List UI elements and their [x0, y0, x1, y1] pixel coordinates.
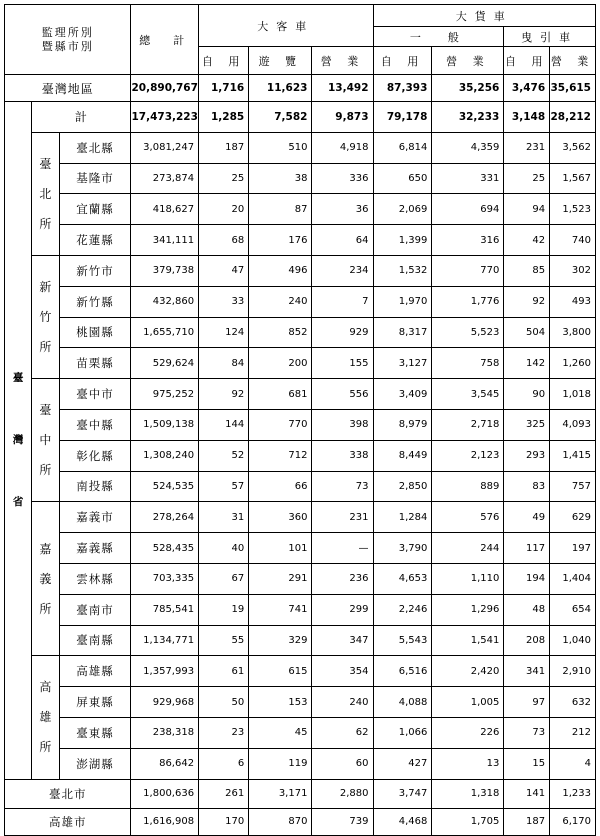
- county-value-4: 1,284: [373, 502, 432, 533]
- county-value-0: 529,624: [131, 348, 199, 379]
- city-value-3: 739: [312, 808, 373, 835]
- county-value-2: 712: [249, 440, 312, 471]
- county-value-2: 87: [249, 194, 312, 225]
- province-total-value-1: 1,285: [199, 102, 249, 133]
- sub-header-1: 遊 覽: [249, 47, 312, 75]
- county-value-0: 3,081,247: [131, 132, 199, 163]
- total-header: 總 計: [131, 5, 199, 75]
- county-value-0: 341,111: [131, 225, 199, 256]
- county-value-5: 2,718: [432, 409, 504, 440]
- sub-header-2: 營 業: [312, 47, 373, 75]
- county-value-0: 1,134,771: [131, 625, 199, 656]
- county-value-3: 240: [312, 687, 373, 718]
- county-value-7: 1,018: [550, 379, 596, 410]
- county-value-4: 6,814: [373, 132, 432, 163]
- taiwan-area-row: [5, 75, 596, 102]
- county-value-3: 929: [312, 317, 373, 348]
- county-value-0: 278,264: [131, 502, 199, 533]
- county-value-6: 293: [504, 440, 550, 471]
- taiwan-area-value-2: 11,623: [249, 75, 312, 102]
- county-value-6: 325: [504, 409, 550, 440]
- county-value-7: 197: [550, 533, 596, 564]
- county-name: 臺中市: [59, 379, 131, 410]
- county-value-7: 629: [550, 502, 596, 533]
- county-value-5: 2,420: [432, 656, 504, 687]
- county-value-4: 8,979: [373, 409, 432, 440]
- county-value-4: 4,088: [373, 687, 432, 718]
- county-value-2: 45: [249, 717, 312, 748]
- city-value-0: 1,616,908: [131, 808, 199, 835]
- county-value-3: 4,918: [312, 132, 373, 163]
- city-value-5: 1,705: [432, 808, 504, 835]
- county-value-3: 336: [312, 163, 373, 194]
- county-value-1: 92: [199, 379, 249, 410]
- county-value-6: 97: [504, 687, 550, 718]
- county-value-4: 3,409: [373, 379, 432, 410]
- county-value-1: 187: [199, 132, 249, 163]
- taiwan-area-value-4: 87,393: [373, 75, 432, 102]
- county-value-6: 208: [504, 625, 550, 656]
- county-value-7: 1,260: [550, 348, 596, 379]
- office-label-1: 新 竹 所: [32, 255, 59, 378]
- county-value-6: 341: [504, 656, 550, 687]
- county-value-2: 66: [249, 471, 312, 502]
- county-value-7: 1,567: [550, 163, 596, 194]
- county-value-2: 741: [249, 594, 312, 625]
- county-value-1: 25: [199, 163, 249, 194]
- city-value-3: 2,880: [312, 779, 373, 808]
- county-value-1: 23: [199, 717, 249, 748]
- county-value-6: 85: [504, 255, 550, 286]
- city-value-7: 6,170: [550, 808, 596, 835]
- county-value-4: 2,246: [373, 594, 432, 625]
- county-value-3: 347: [312, 625, 373, 656]
- county-value-2: 615: [249, 656, 312, 687]
- county-value-5: 3,545: [432, 379, 504, 410]
- county-value-6: 94: [504, 194, 550, 225]
- county-value-7: 1,040: [550, 625, 596, 656]
- county-row: [5, 132, 596, 163]
- office-label-2: 臺 中 所: [32, 379, 59, 502]
- office-label-4: 高 雄 所: [32, 656, 59, 779]
- county-value-6: 49: [504, 502, 550, 533]
- county-value-6: 117: [504, 533, 550, 564]
- county-value-3: 556: [312, 379, 373, 410]
- county-value-5: 1,296: [432, 594, 504, 625]
- county-value-7: 2,910: [550, 656, 596, 687]
- county-value-5: 1,005: [432, 687, 504, 718]
- sub-header-4: 營 業: [432, 47, 504, 75]
- county-value-7: 212: [550, 717, 596, 748]
- province-total-value-6: 3,148: [504, 102, 550, 133]
- county-value-1: 20: [199, 194, 249, 225]
- province-total-value-2: 7,582: [249, 102, 312, 133]
- county-value-4: 1,066: [373, 717, 432, 748]
- vehicle-registration-table: [4, 4, 596, 836]
- truck-general-header: 一 般: [373, 27, 504, 47]
- city-name: 臺北市: [5, 779, 131, 808]
- city-value-2: 870: [249, 808, 312, 835]
- county-row: [5, 625, 596, 656]
- county-value-6: 194: [504, 563, 550, 594]
- taiwan-area-value-0: 20,890,767: [131, 75, 199, 102]
- province-total-row: [5, 102, 596, 133]
- county-value-5: 1,776: [432, 286, 504, 317]
- county-value-3: 7: [312, 286, 373, 317]
- province-total-value-5: 32,233: [432, 102, 504, 133]
- county-row: [5, 348, 596, 379]
- county-value-5: 5,523: [432, 317, 504, 348]
- county-name: 南投縣: [59, 471, 131, 502]
- county-value-1: 52: [199, 440, 249, 471]
- county-value-2: 38: [249, 163, 312, 194]
- county-name: 新竹縣: [59, 286, 131, 317]
- county-value-4: 8,449: [373, 440, 432, 471]
- county-value-1: 6: [199, 748, 249, 779]
- county-value-6: 25: [504, 163, 550, 194]
- office-label-3: 嘉 義 所: [32, 502, 59, 656]
- county-value-1: 68: [199, 225, 249, 256]
- taiwan-area-value-3: 13,492: [312, 75, 373, 102]
- county-value-7: 302: [550, 255, 596, 286]
- county-value-1: 67: [199, 563, 249, 594]
- county-value-4: 1,970: [373, 286, 432, 317]
- county-name: 嘉義市: [59, 502, 131, 533]
- county-name: 彰化縣: [59, 440, 131, 471]
- county-value-5: 889: [432, 471, 504, 502]
- county-row: [5, 533, 596, 564]
- county-value-0: 273,874: [131, 163, 199, 194]
- county-row: [5, 317, 596, 348]
- city-value-4: 4,468: [373, 808, 432, 835]
- truck-header: 大貨車: [373, 5, 595, 27]
- city-value-7: 1,233: [550, 779, 596, 808]
- county-value-4: 2,850: [373, 471, 432, 502]
- county-name: 臺中縣: [59, 409, 131, 440]
- city-value-1: 170: [199, 808, 249, 835]
- province-total-label: 計: [32, 102, 131, 133]
- county-row: [5, 255, 596, 286]
- county-value-1: 57: [199, 471, 249, 502]
- county-value-3: 73: [312, 471, 373, 502]
- county-value-2: 510: [249, 132, 312, 163]
- city-value-0: 1,800,636: [131, 779, 199, 808]
- county-value-4: 2,069: [373, 194, 432, 225]
- county-value-7: 4: [550, 748, 596, 779]
- bus-header: 大客車: [199, 5, 373, 47]
- county-value-5: 694: [432, 194, 504, 225]
- county-name: 新竹市: [59, 255, 131, 286]
- county-value-0: 785,541: [131, 594, 199, 625]
- county-value-4: 8,317: [373, 317, 432, 348]
- city-value-6: 141: [504, 779, 550, 808]
- county-value-7: 632: [550, 687, 596, 718]
- county-value-5: 226: [432, 717, 504, 748]
- county-value-2: 101: [249, 533, 312, 564]
- county-row: [5, 286, 596, 317]
- county-value-1: 19: [199, 594, 249, 625]
- county-value-6: 231: [504, 132, 550, 163]
- county-value-2: 291: [249, 563, 312, 594]
- county-value-1: 144: [199, 409, 249, 440]
- county-value-6: 15: [504, 748, 550, 779]
- county-row: [5, 194, 596, 225]
- taiwan-area-value-7: 35,615: [550, 75, 596, 102]
- county-name: 臺北縣: [59, 132, 131, 163]
- county-value-0: 379,738: [131, 255, 199, 286]
- county-value-4: 3,790: [373, 533, 432, 564]
- county-row: [5, 502, 596, 533]
- office-label-0: 臺 北 所: [32, 132, 59, 255]
- county-row: [5, 656, 596, 687]
- county-value-3: 64: [312, 225, 373, 256]
- province-total-value-0: 17,473,223: [131, 102, 199, 133]
- province-total-value-7: 28,212: [550, 102, 596, 133]
- county-value-7: 3,562: [550, 132, 596, 163]
- city-value-1: 261: [199, 779, 249, 808]
- county-value-6: 48: [504, 594, 550, 625]
- county-value-3: 236: [312, 563, 373, 594]
- county-row: [5, 379, 596, 410]
- county-value-6: 42: [504, 225, 550, 256]
- county-value-2: 153: [249, 687, 312, 718]
- city-value-5: 1,318: [432, 779, 504, 808]
- county-name: 花蓮縣: [59, 225, 131, 256]
- county-value-6: 142: [504, 348, 550, 379]
- county-value-0: 524,535: [131, 471, 199, 502]
- county-name: 嘉義縣: [59, 533, 131, 564]
- county-row: [5, 163, 596, 194]
- county-name: 苗栗縣: [59, 348, 131, 379]
- city-value-6: 187: [504, 808, 550, 835]
- county-value-3: 36: [312, 194, 373, 225]
- county-row: [5, 471, 596, 502]
- county-value-4: 427: [373, 748, 432, 779]
- registration-table-container: [4, 4, 596, 836]
- county-value-3: 62: [312, 717, 373, 748]
- county-value-2: 852: [249, 317, 312, 348]
- sub-header-0: 自 用: [199, 47, 249, 75]
- county-value-1: 31: [199, 502, 249, 533]
- county-value-3: 60: [312, 748, 373, 779]
- county-value-7: 3,800: [550, 317, 596, 348]
- county-value-6: 504: [504, 317, 550, 348]
- county-row: [5, 748, 596, 779]
- county-value-3: 398: [312, 409, 373, 440]
- county-row: [5, 717, 596, 748]
- county-value-3: 231: [312, 502, 373, 533]
- taiwan-area-value-6: 3,476: [504, 75, 550, 102]
- county-value-6: 90: [504, 379, 550, 410]
- sub-header-6: 營 業: [550, 47, 596, 75]
- county-value-7: 1,415: [550, 440, 596, 471]
- county-value-5: 2,123: [432, 440, 504, 471]
- county-value-3: 354: [312, 656, 373, 687]
- county-value-7: 654: [550, 594, 596, 625]
- county-value-7: 740: [550, 225, 596, 256]
- county-row: [5, 594, 596, 625]
- city-value-2: 3,171: [249, 779, 312, 808]
- county-value-2: 240: [249, 286, 312, 317]
- county-value-0: 975,252: [131, 379, 199, 410]
- county-value-2: 200: [249, 348, 312, 379]
- county-row: [5, 225, 596, 256]
- county-value-7: 1,523: [550, 194, 596, 225]
- county-name: 臺南市: [59, 594, 131, 625]
- county-value-0: 1,655,710: [131, 317, 199, 348]
- county-value-2: 329: [249, 625, 312, 656]
- county-value-5: 770: [432, 255, 504, 286]
- county-value-1: 55: [199, 625, 249, 656]
- county-row: [5, 409, 596, 440]
- county-value-2: 119: [249, 748, 312, 779]
- county-value-6: 92: [504, 286, 550, 317]
- taiwan-area-value-1: 1,716: [199, 75, 249, 102]
- county-row: [5, 563, 596, 594]
- county-name: 基隆市: [59, 163, 131, 194]
- county-value-0: 1,308,240: [131, 440, 199, 471]
- county-value-1: 33: [199, 286, 249, 317]
- county-value-7: 1,404: [550, 563, 596, 594]
- county-value-5: 316: [432, 225, 504, 256]
- county-value-5: 758: [432, 348, 504, 379]
- city-row: [5, 779, 596, 808]
- county-value-7: 4,093: [550, 409, 596, 440]
- county-name: 桃園縣: [59, 317, 131, 348]
- county-value-2: 770: [249, 409, 312, 440]
- county-value-0: 1,357,993: [131, 656, 199, 687]
- city-value-4: 3,747: [373, 779, 432, 808]
- taiwan-area-label: 臺灣地區: [5, 75, 131, 102]
- county-value-0: 1,509,138: [131, 409, 199, 440]
- county-value-6: 73: [504, 717, 550, 748]
- county-value-5: 331: [432, 163, 504, 194]
- county-value-0: 703,335: [131, 563, 199, 594]
- county-value-1: 61: [199, 656, 249, 687]
- county-value-0: 528,435: [131, 533, 199, 564]
- county-value-3: 155: [312, 348, 373, 379]
- county-value-4: 650: [373, 163, 432, 194]
- city-name: 高雄市: [5, 808, 131, 835]
- county-name: 澎湖縣: [59, 748, 131, 779]
- county-value-0: 432,860: [131, 286, 199, 317]
- county-value-1: 50: [199, 687, 249, 718]
- county-value-5: 576: [432, 502, 504, 533]
- county-row: [5, 440, 596, 471]
- county-value-7: 493: [550, 286, 596, 317]
- county-name: 臺南縣: [59, 625, 131, 656]
- county-value-4: 5,543: [373, 625, 432, 656]
- truck-tractor-header: 曳引車: [504, 27, 596, 47]
- county-value-4: 6,516: [373, 656, 432, 687]
- county-name: 宜蘭縣: [59, 194, 131, 225]
- county-value-4: 4,653: [373, 563, 432, 594]
- county-value-7: 757: [550, 471, 596, 502]
- county-value-2: 176: [249, 225, 312, 256]
- county-value-5: 13: [432, 748, 504, 779]
- province-total-value-3: 9,873: [312, 102, 373, 133]
- county-value-5: 4,359: [432, 132, 504, 163]
- table-body: [5, 5, 596, 836]
- county-value-1: 40: [199, 533, 249, 564]
- county-value-2: 360: [249, 502, 312, 533]
- county-name: 屏東縣: [59, 687, 131, 718]
- county-value-2: 496: [249, 255, 312, 286]
- county-value-1: 47: [199, 255, 249, 286]
- county-value-1: 124: [199, 317, 249, 348]
- county-value-0: 238,318: [131, 717, 199, 748]
- sub-header-3: 自 用: [373, 47, 432, 75]
- county-value-6: 83: [504, 471, 550, 502]
- corner-header: [5, 5, 131, 75]
- county-value-0: 929,968: [131, 687, 199, 718]
- county-name: 臺東縣: [59, 717, 131, 748]
- county-value-5: 1,110: [432, 563, 504, 594]
- county-value-3: 299: [312, 594, 373, 625]
- county-value-4: 3,127: [373, 348, 432, 379]
- corner-header-text: 監理所別 暨縣市別: [41, 25, 94, 53]
- county-value-3: 338: [312, 440, 373, 471]
- province-label: 臺 灣 省: [5, 102, 32, 780]
- sub-header-5: 自 用: [504, 47, 550, 75]
- county-name: 雲林縣: [59, 563, 131, 594]
- county-value-1: 84: [199, 348, 249, 379]
- county-value-3: —: [312, 533, 373, 564]
- county-value-4: 1,399: [373, 225, 432, 256]
- county-value-3: 234: [312, 255, 373, 286]
- county-value-0: 86,642: [131, 748, 199, 779]
- taiwan-area-value-5: 35,256: [432, 75, 504, 102]
- province-total-value-4: 79,178: [373, 102, 432, 133]
- county-value-5: 244: [432, 533, 504, 564]
- county-value-2: 681: [249, 379, 312, 410]
- county-value-5: 1,541: [432, 625, 504, 656]
- county-value-0: 418,627: [131, 194, 199, 225]
- county-name: 高雄縣: [59, 656, 131, 687]
- county-row: [5, 687, 596, 718]
- county-value-4: 1,532: [373, 255, 432, 286]
